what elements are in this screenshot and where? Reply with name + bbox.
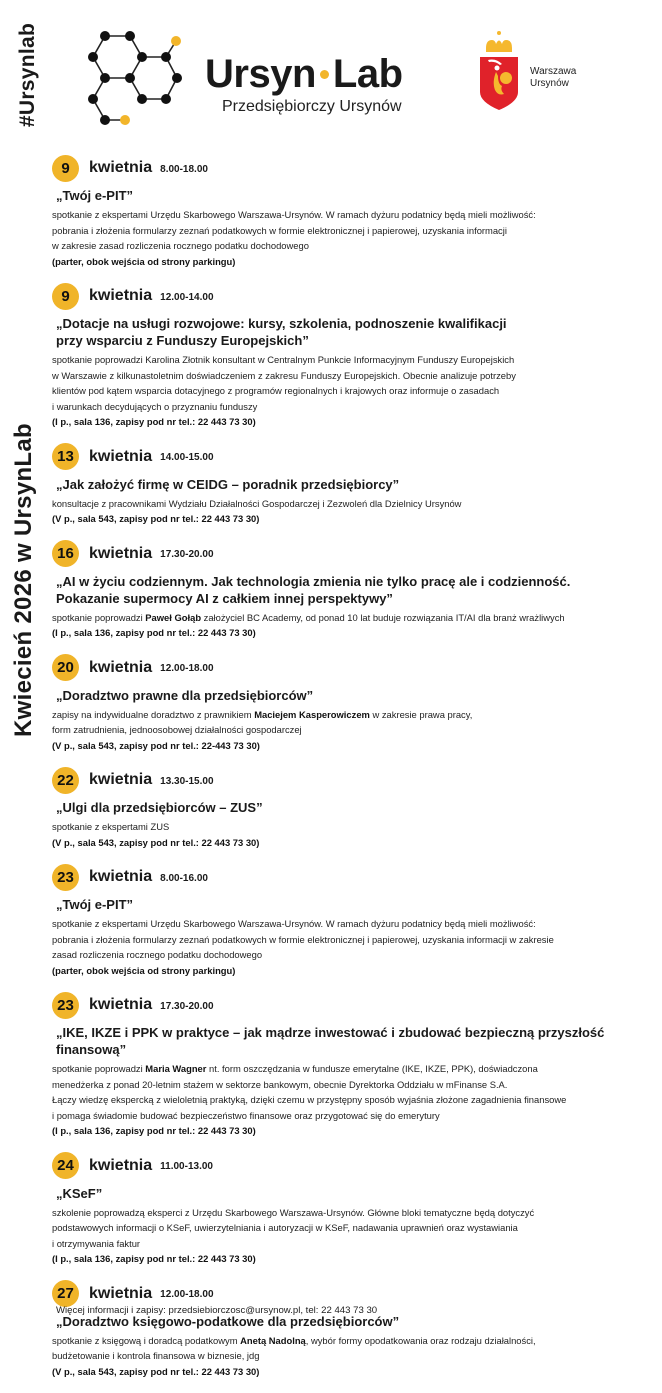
event-desc-line: spotkanie z ekspertami ZUS (52, 819, 652, 835)
brand-dot-icon (320, 70, 329, 79)
footer-contact: Więcej informacji i zapisy: przedsiebiorczosc@ursynow.pl, tel: 22 443 73 30 (56, 1305, 377, 1316)
event-header (52, 1281, 652, 1307)
crest-label-line1: Warszawa (530, 66, 576, 78)
event-item (52, 767, 652, 864)
event-desc-line: zasad rozliczenia rocznego podatku dochodowego (52, 947, 652, 963)
event-title (56, 573, 652, 607)
event-time: 12.00-18.00 (160, 663, 213, 674)
brand-subtitle: Przedsiębiorczy Ursynów (222, 98, 402, 116)
event-header (52, 767, 652, 793)
event-description (52, 1333, 652, 1364)
event-description (52, 819, 652, 835)
event-location: (I p., sala 136, zapisy pod nr tel.: 22 443 73 30) (52, 414, 652, 430)
event-location: (V p., sala 543, zapisy pod nr tel.: 22-443 73 30) (52, 738, 652, 754)
event-item (52, 655, 652, 768)
event-title-line: „Ulgi dla przedsiębiorców – ZUS” (56, 799, 652, 816)
event-location: (V p., sala 543, zapisy pod nr tel.: 22 443 73 30) (52, 835, 652, 851)
event-title-line: „Doradztwo księgowo-podatkowe dla przedsiębiorców” (56, 1313, 652, 1330)
desc-text: założyciel BC Academy, od ponad 10 lat buduje rozwiązania IT/AI dla branż wrażliwych (201, 612, 565, 623)
brand-word-left: Ursyn (205, 52, 316, 96)
event-month: kwietnia (89, 771, 152, 789)
event-desc-line: budżetowanie i kontrola finansowa w biznesie, jdg (52, 1348, 652, 1364)
event-title-line: „Twój e-PIT” (56, 896, 652, 913)
event-location: (V p., sala 543, zapisy pod nr tel.: 22 443 73 30) (52, 1364, 652, 1380)
event-header (52, 864, 652, 890)
event-month: kwietnia (89, 659, 152, 677)
event-desc-line: szkolenie poprowadzą eksperci z Urzędu Skarbowego Warszawa-Ursynów. Główne bloki tematyczne będą dotyczyć (52, 1205, 652, 1221)
event-desc-line (52, 610, 652, 626)
event-desc-line: konsultacje z pracownikami Wydziału Działalności Gospodarczej i Zezwoleń dla Dzielnicy Ursynów (52, 496, 652, 512)
event-desc-line (52, 707, 652, 723)
event-title-line: przy wsparciu z Funduszy Europejskich” (56, 332, 652, 349)
speaker-name: Anetą Nadolną (240, 1335, 306, 1346)
day-badge: 13 (52, 443, 79, 470)
event-month: kwietnia (89, 868, 152, 886)
event-title (56, 896, 652, 913)
speaker-name: Maria Wagner (145, 1063, 206, 1074)
event-location: (I p., sala 136, zapisy pod nr tel.: 22 443 73 30) (52, 625, 652, 641)
event-month: kwietnia (89, 1285, 152, 1303)
side-title (0, 390, 48, 770)
event-title (56, 1024, 652, 1058)
day-badge: 9 (52, 155, 79, 182)
event-description (52, 207, 652, 254)
event-month: kwietnia (89, 159, 152, 177)
event-desc-line: w Warszawie z kilkunastoletnim doświadczeniem z zakresu Funduszy Europejskich. Obecnie analizuje potrzeby (52, 368, 652, 384)
event-title-line: „KSeF” (56, 1185, 652, 1202)
event-desc-line: Łączy wiedzę ekspercką z wieloletnią praktyką, dzięki czemu w przystępny sposób wyjaśnia złożone zagadnienia finansowe (52, 1092, 652, 1108)
desc-text: spotkanie z księgową i doradcą podatkowym (52, 1335, 240, 1346)
event-title-line: „Twój e-PIT” (56, 187, 652, 204)
event-time: 12.00-14.00 (160, 292, 213, 303)
desc-text: spotkanie poprowadzi (52, 612, 145, 623)
desc-text: nt. form oszczędzania w fundusze emerytalne (IKE, IKZE, PPK), doświadczona (206, 1063, 537, 1074)
day-badge: 23 (52, 992, 79, 1019)
event-item (52, 283, 652, 444)
desc-text: zapisy na indywidualne doradztwo z prawnikiem (52, 709, 254, 720)
event-description (52, 1061, 652, 1123)
event-item (52, 864, 652, 992)
day-badge: 22 (52, 767, 79, 794)
event-header (52, 655, 652, 681)
crest-label-line2: Ursynów (530, 78, 576, 90)
event-desc-line: spotkanie z ekspertami Urzędu Skarbowego Warszawa-Ursynów. W ramach dyżuru podatnicy będą mieli możliwość: (52, 207, 652, 223)
event-description (52, 916, 652, 963)
event-time: 11.00-13.00 (160, 1161, 213, 1172)
day-badge: 23 (52, 864, 79, 891)
event-header (52, 283, 652, 309)
event-month: kwietnia (89, 448, 152, 466)
day-badge: 20 (52, 654, 79, 681)
event-desc-line: menedżerka z ponad 20-letnim stażem w sektorze bankowym, obecnie Dyrektorka Oddziału w mFinanse S.A. (52, 1077, 652, 1093)
event-time: 8.00-16.00 (160, 873, 208, 884)
event-desc-line: w zakresie zasad rozliczenia rocznego podatku dochodowego (52, 238, 652, 254)
event-month: kwietnia (89, 1157, 152, 1175)
event-desc-line (52, 1333, 652, 1349)
event-desc-line: spotkanie z ekspertami Urzędu Skarbowego Warszawa-Ursynów. W ramach dyżuru podatnicy będą mieli możliwość: (52, 916, 652, 932)
event-time: 14.00-15.00 (160, 452, 213, 463)
brand-logo (205, 52, 403, 97)
event-title-line: Pokazanie supermocy AI z całkiem innej perspektywy” (56, 590, 652, 607)
event-month: kwietnia (89, 287, 152, 305)
day-badge: 16 (52, 540, 79, 567)
event-desc-line: klientów pod kątem wsparcia dotacyjnego z programów regionalnych i krajowych oraz informuje o zasadach (52, 383, 652, 399)
molecule-logo-icon (85, 25, 195, 130)
event-desc-line: i otrzymywania faktur (52, 1236, 652, 1252)
event-description (52, 496, 652, 512)
event-time: 12.00-18.00 (160, 1289, 213, 1300)
side-title-text: Kwiecień 2026 w UrsynLab (10, 423, 38, 737)
day-badge: 9 (52, 283, 79, 310)
event-item (52, 1281, 652, 1393)
event-time: 17.30-20.00 (160, 549, 213, 560)
desc-text: w zakresie prawa pracy, (370, 709, 472, 720)
event-location: (parter, obok wejścia od strony parkingu) (52, 254, 652, 270)
crest-label (530, 66, 576, 90)
event-item (52, 541, 652, 655)
event-location: (I p., sala 136, zapisy pod nr tel.: 22 443 73 30) (52, 1251, 652, 1267)
event-title (56, 187, 652, 204)
hashtag-label (8, 20, 48, 130)
event-title-line: „Dotacje na usługi rozwojowe: kursy, szkolenia, podnoszenie kwalifikacji (56, 315, 652, 332)
day-badge: 24 (52, 1152, 79, 1179)
event-month: kwietnia (89, 545, 152, 563)
event-header (52, 444, 652, 470)
event-title (56, 1185, 652, 1202)
event-title (56, 799, 652, 816)
event-header (52, 541, 652, 567)
event-desc-line (52, 1061, 652, 1077)
event-title (56, 476, 652, 493)
event-location: (parter, obok wejścia od strony parkingu) (52, 963, 652, 979)
event-location: (V p., sala 543, zapisy pod nr tel.: 22 443 73 30) (52, 511, 652, 527)
event-title (56, 315, 652, 349)
event-title-line: „AI w życiu codziennym. Jak technologia zmienia nie tylko pracę ale i codzienność. (56, 573, 652, 590)
speaker-name: Maciejem Kasperowiczem (254, 709, 370, 720)
event-desc-line: podstawowych informacji o KSeF, uwierzytelniania i autoryzacji w KSeF, nadawania uprawnień oraz wystawiania (52, 1220, 652, 1236)
event-desc-line: pobrania i złożenia formularzy zeznań podatkowych w formie elektronicznej i papierowej, uzyskania informacji w zakresie (52, 932, 652, 948)
event-title-line: „IKE, IKZE i PPK w praktyce – jak mądrze inwestować i zbudować bezpieczną przyszłość (56, 1024, 652, 1041)
event-desc-line: spotkanie poprowadzi Karolina Złotnik konsultant w Centralnym Punkcie Informacyjnym Funduszy Europejskich (52, 352, 652, 368)
event-description (52, 707, 652, 738)
event-desc-line: form zatrudnienia, jednoosobowej działalności gospodarczej (52, 722, 652, 738)
event-header (52, 992, 652, 1018)
desc-text: , wybór formy opodatkowania oraz rodzaju działalności, (306, 1335, 536, 1346)
events-list (52, 155, 652, 1393)
desc-text: spotkanie poprowadzi (52, 1063, 145, 1074)
event-header (52, 1153, 652, 1179)
event-time: 17.30-20.00 (160, 1001, 213, 1012)
event-desc-line: pobrania i złożenia formularzy zeznań podatkowych w formie elektronicznej i papierowej, uzyskania informacji (52, 223, 652, 239)
event-item (52, 1153, 652, 1281)
event-item (52, 155, 652, 283)
hashtag-text: #Ursynlab (16, 23, 40, 127)
event-description (52, 352, 652, 414)
event-time: 13.30-15.00 (160, 776, 213, 787)
day-badge: 27 (52, 1280, 79, 1307)
event-title (56, 687, 652, 704)
speaker-name: Paweł Gołąb (145, 612, 201, 623)
event-description (52, 610, 652, 626)
event-title-line: finansową” (56, 1041, 652, 1058)
event-location: (I p., sala 136, zapisy pod nr tel.: 22 443 73 30) (52, 1123, 652, 1139)
event-description (52, 1205, 652, 1252)
event-month: kwietnia (89, 996, 152, 1014)
event-title-line: „Doradztwo prawne dla przedsiębiorców” (56, 687, 652, 704)
event-header (52, 155, 652, 181)
warsaw-crest-icon (478, 30, 520, 110)
event-time: 8.00-18.00 (160, 164, 208, 175)
event-desc-line: i warunkach decydujących o przyznaniu funduszy (52, 399, 652, 415)
event-item (52, 444, 652, 541)
event-item (52, 992, 652, 1153)
event-title-line: „Jak założyć firmę w CEIDG – poradnik przedsiębiorcy” (56, 476, 652, 493)
brand-word-right: Lab (333, 52, 403, 96)
event-desc-line: i pomaga świadomie budować bezpieczeństwo finansowe oraz przygotować się do emerytury (52, 1108, 652, 1124)
